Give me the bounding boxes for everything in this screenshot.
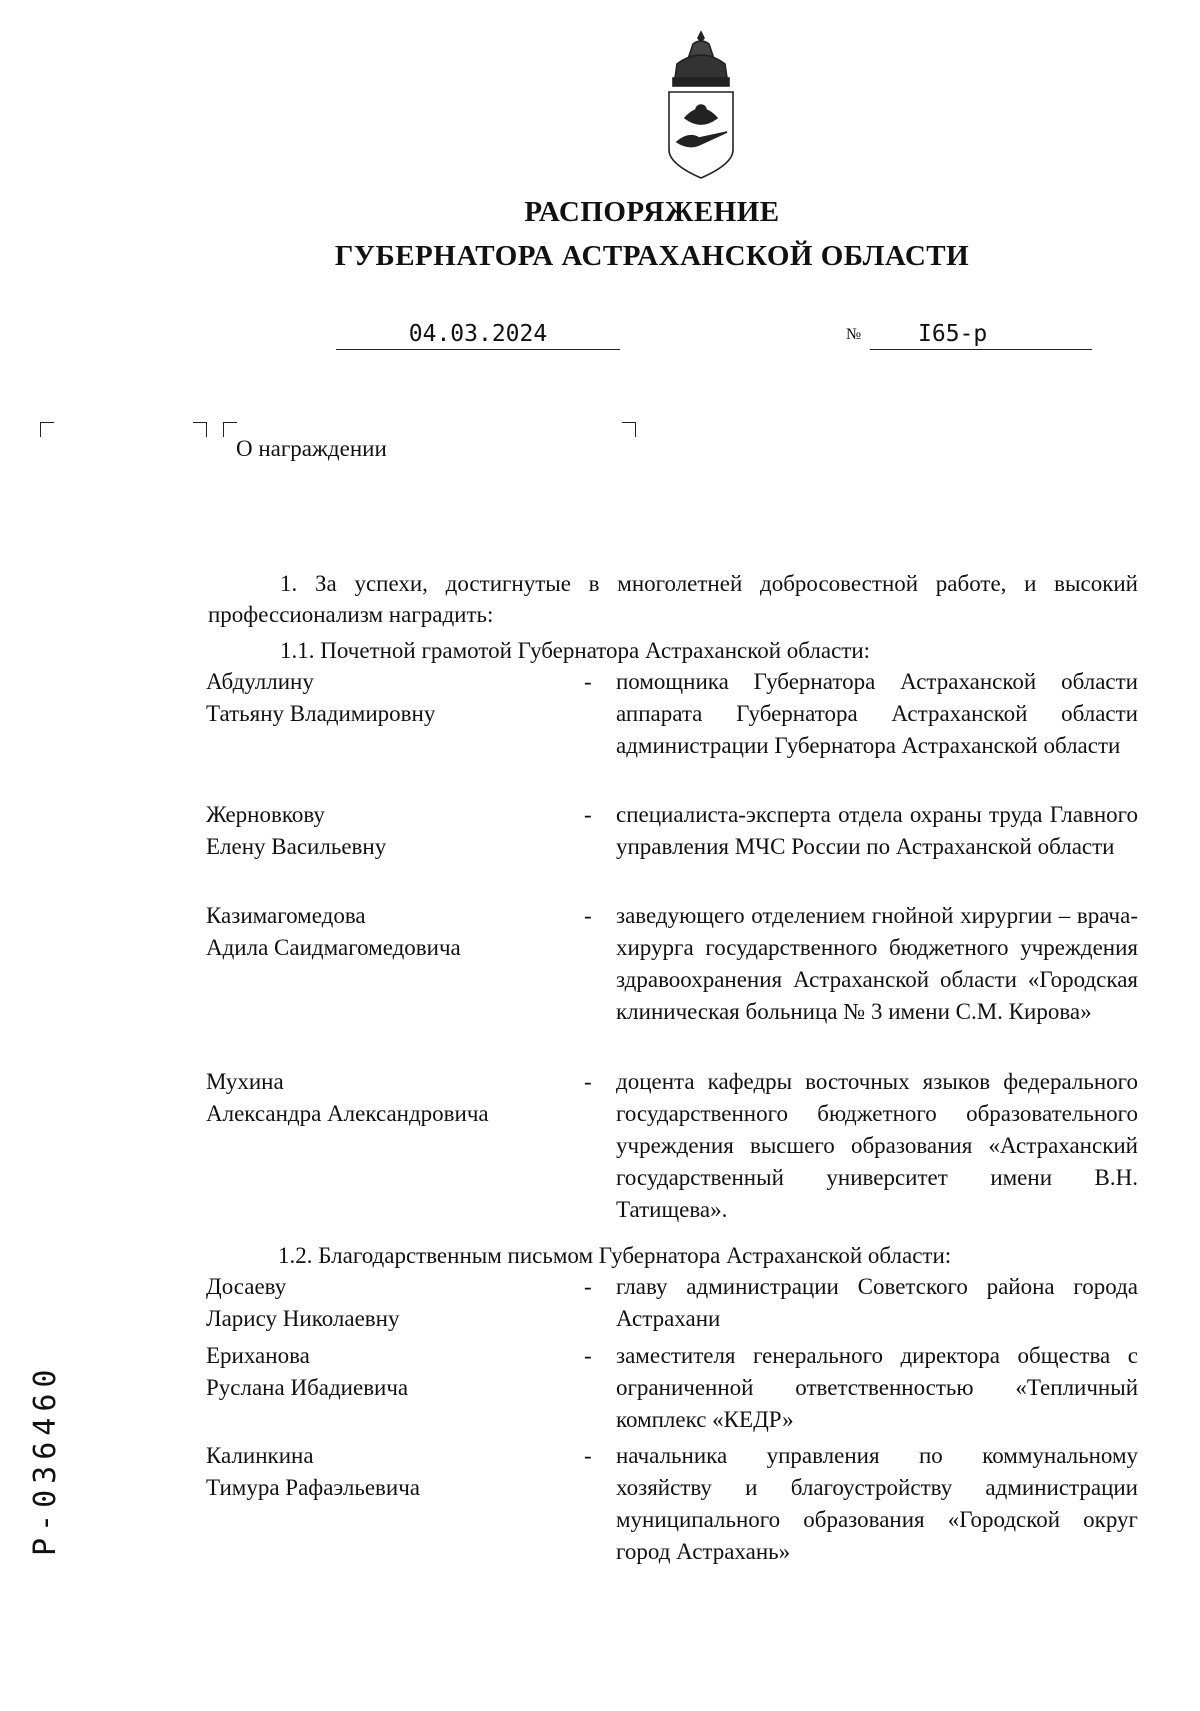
document-number: I65-р (870, 319, 1092, 350)
form-serial-text: Р-036460 (28, 1363, 63, 1556)
document-type-title: РАСПОРЯЖЕНИЕ (524, 196, 780, 228)
awardee-position: заведующего отделением гнойной хирургии – врача-хирурга государственного бюджетного учреждения здравоохранения Астраханской области «Городская клиническая больница № 3 имени С.М. Кирова» (616, 903, 1138, 1024)
dash: - (584, 1343, 592, 1368)
issuer-title: ГУБЕРНАТОРА АСТРАХАНСКОЙ ОБЛАСТИ (334, 240, 970, 272)
awardee-name: Ериханова Руслана Ибадиевича (206, 1343, 409, 1400)
awardee-name: Досаеву Ларису Николаевну (206, 1274, 400, 1331)
section-2-heading: 1.2. Благодарственным письмом Губернатора Астраханской области: (278, 1243, 952, 1268)
subject-bracket-left-inner (223, 422, 237, 437)
dash: - (584, 1069, 592, 1094)
section-1-heading: 1.1. Почетной грамотой Губернатора Астраханской области: (280, 638, 871, 663)
intro-paragraph: 1. За успехи, достигнутые в многолетней добросовестной работе, и высокий профессионализм наградить: (208, 571, 1138, 627)
subject-bracket-right (622, 422, 636, 437)
dash: - (584, 903, 592, 928)
awardee-name: Мухина Александра Александровича (206, 1069, 489, 1126)
awardee-name: Абдуллину Татьяну Владимировну (206, 669, 436, 726)
subject-bracket-left-outer (193, 422, 207, 437)
coat-of-arms-icon (663, 30, 739, 180)
awardee-position: заместителя генерального директора общества с ограниченной ответственностью «Тепличный комплекс «КЕДР» (616, 1343, 1138, 1432)
dash: - (584, 669, 592, 694)
awardee-name: Казимагомедова Адила Саидмагомедовича (206, 903, 461, 960)
awardee-position: специалиста-эксперта отдела охраны труда Главного управления МЧС России по Астраханской области (616, 802, 1138, 859)
awardee-name: Жерновкову Елену Васильевну (206, 802, 387, 859)
document-subject: О награждении (236, 436, 387, 461)
dash: - (584, 1443, 592, 1468)
number-label: № (846, 326, 862, 343)
awardee-position: помощника Губернатора Астраханской области аппарата Губернатора Астраханской области администрации Губернатора Астраханской области (616, 669, 1138, 758)
document-date: 04.03.2024 (336, 319, 620, 350)
awardee-name: Калинкина Тимура Рафаэльевича (206, 1443, 420, 1500)
awardee-position: главу администрации Советского района города Астрахани (616, 1274, 1138, 1331)
awardee-position: доцента кафедры восточных языков федерального государственного бюджетного образовательного учреждения высшего образования «Астраханский государственный университет имени В.Н. Татищева». (616, 1069, 1138, 1222)
dash: - (584, 1274, 592, 1299)
dash: - (584, 802, 592, 827)
awardee-position: начальника управления по коммунальному хозяйству и благоустройству администрации муниципального образования «Городской округ город Астрахань» (616, 1443, 1138, 1564)
left-margin-bracket (40, 422, 54, 437)
